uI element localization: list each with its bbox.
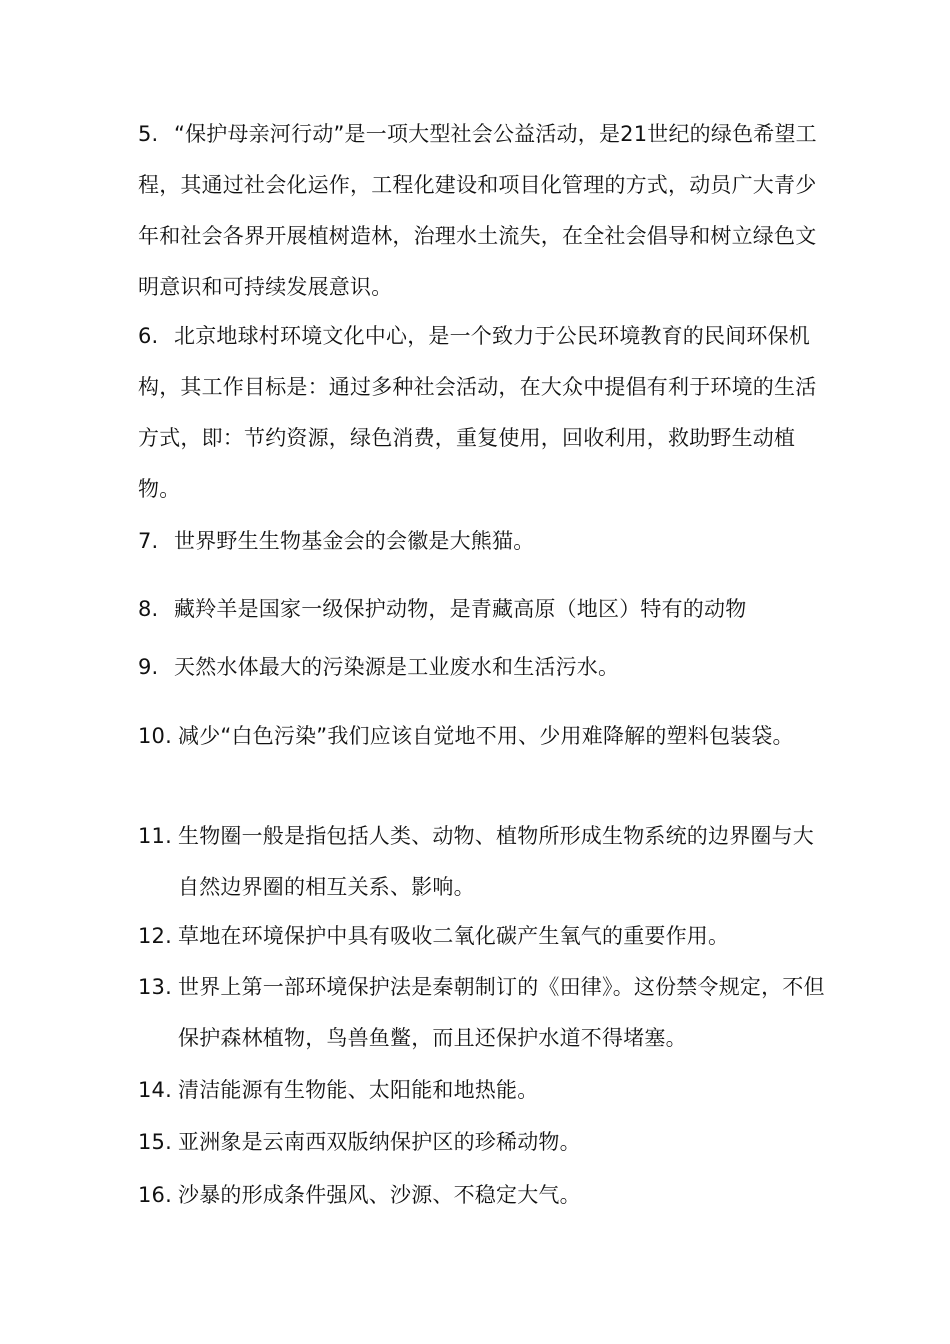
list-item-15	[138, 1117, 828, 1168]
list-item-6	[138, 311, 828, 515]
item-text: 减少“白色污染”我们应该自觉地不用、少用难降解的塑料包装袋。	[178, 724, 794, 748]
item-text: 藏羚羊是国家一级保护动物，是青藏高原（地区）特有的动物	[174, 597, 747, 621]
list-item-12	[138, 911, 828, 962]
list-item-10	[138, 711, 828, 762]
item-number: 16.	[138, 1183, 172, 1207]
item-number: 7.	[138, 529, 159, 553]
list-item-9	[138, 642, 828, 693]
item-number: 12.	[138, 924, 172, 948]
list-item-13	[138, 962, 828, 1064]
item-number: 15.	[138, 1130, 172, 1154]
item-number: 13.	[138, 975, 172, 999]
list-item-8	[138, 584, 828, 635]
item-number: 11.	[138, 824, 172, 848]
list-item-11	[138, 811, 828, 913]
item-number: 5.	[138, 122, 159, 146]
item-text: 世界野生生物基金会的会徽是大熊猫。	[174, 529, 535, 553]
list-item-5	[138, 109, 828, 313]
item-text: 亚洲象是云南西双版纳保护区的珍稀动物。	[178, 1130, 581, 1154]
list-item-14	[138, 1065, 828, 1116]
item-number: 6.	[138, 324, 159, 348]
item-text: 世界上第一部环境保护法是秦朝制订的《田律》。这份禁令规定，不但保护森林植物，鸟兽鱼鳖，而且还保护水道不得堵塞。	[178, 975, 825, 1050]
item-text: 北京地球村环境文化中心，是一个致力于公民环境教育的民间环保机构，其工作目标是：通过多种社会活动，在大众中提倡有利于环境的生活方式，即：节约资源，绿色消费，重复使用，回收利用，救助野生动植物。	[138, 324, 817, 501]
item-number: 14.	[138, 1078, 172, 1102]
list-item-7	[138, 516, 828, 567]
item-text: 清洁能源有生物能、太阳能和地热能。	[178, 1078, 539, 1102]
list-item-16	[138, 1170, 828, 1221]
item-number: 10.	[138, 724, 172, 748]
item-text: “保护母亲河行动”是一项大型社会公益活动，是21世纪的绿色希望工程，其通过社会化运作，工程化建设和项目化管理的方式，动员广大青少年和社会各界开展植树造林，治理水土流失，在全社会倡导和树立绿色文明意识和可持续发展意识。	[138, 122, 817, 299]
item-text: 生物圈一般是指包括人类、动物、植物所形成生物系统的边界圈与大自然边界圈的相互关系、影响。	[178, 824, 814, 899]
item-text: 草地在环境保护中具有吸收二氧化碳产生氧气的重要作用。	[178, 924, 730, 948]
item-number: 9.	[138, 655, 159, 679]
item-number: 8.	[138, 597, 159, 621]
item-text: 沙暴的形成条件强风、沙源、不稳定大气。	[178, 1183, 581, 1207]
item-text: 天然水体最大的污染源是工业废水和生活污水。	[174, 655, 620, 679]
